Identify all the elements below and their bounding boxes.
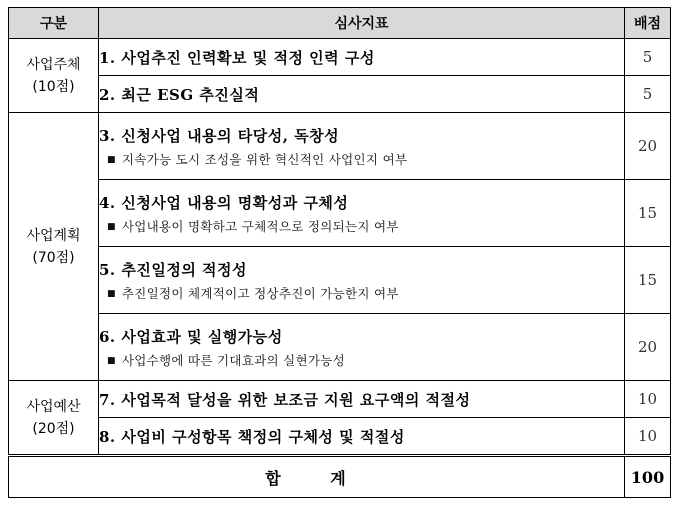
item-score: 5: [625, 76, 671, 113]
header-score: 배점: [625, 8, 671, 39]
item-title: 3. 신청사업 내용의 타당성, 독창성: [99, 126, 340, 145]
total-score: 100: [625, 456, 671, 498]
header-category: 구분: [9, 8, 99, 39]
group-name: 사업계획: [26, 227, 81, 244]
table-row: [9, 113, 671, 180]
item-score: 15: [625, 247, 671, 314]
bullet-icon: ■: [107, 355, 116, 366]
item-title: 8. 사업비 구성항목 책정의 구체성 및 적절성: [99, 427, 405, 446]
item-description: [99, 217, 624, 235]
group-name: 사업예산: [26, 398, 81, 415]
item-title: 2. 최근 ESG 추진실적: [99, 85, 260, 104]
group-points: (20점): [32, 420, 75, 437]
item-description: [99, 351, 624, 369]
table-row: [9, 180, 671, 247]
bullet-icon: ■: [107, 154, 116, 165]
item-score: 10: [625, 418, 671, 456]
item-cell: [99, 247, 625, 314]
item-cell: [99, 180, 625, 247]
group-cell: [9, 39, 99, 113]
item-score: 20: [625, 113, 671, 180]
item-score: 15: [625, 180, 671, 247]
item-title: 6. 사업효과 및 실행가능성: [99, 327, 283, 346]
table-row: [9, 381, 671, 418]
item-description-text: 사업내용이 명확하고 구체적으로 정의되는지 여부: [121, 218, 399, 234]
group-points: (70점): [32, 249, 75, 266]
item-description-text: 지속가능 도시 조성을 위한 혁신적인 사업인지 여부: [121, 151, 408, 167]
item-description-text: 사업수행에 따른 기대효과의 실현가능성: [121, 352, 346, 368]
item-title: 4. 신청사업 내용의 명확성과 구체성: [99, 193, 349, 212]
header-row: [9, 8, 671, 39]
item-score: 10: [625, 381, 671, 418]
item-score: 5: [625, 39, 671, 76]
group-points: (10점): [32, 78, 75, 95]
item-cell: [99, 76, 625, 113]
item-cell: [99, 39, 625, 76]
item-score: 20: [625, 314, 671, 381]
evaluation-criteria-table: [8, 7, 671, 498]
bullet-icon: ■: [107, 288, 116, 299]
table-row: [9, 314, 671, 381]
item-title: 7. 사업목적 달성을 위한 보조금 지원 요구액의 적절성: [99, 390, 471, 409]
bullet-icon: ■: [107, 221, 116, 232]
total-label: 합 계: [9, 456, 625, 498]
item-description: [99, 284, 624, 302]
table-row: [9, 39, 671, 76]
item-cell: [99, 418, 625, 456]
item-cell: [99, 381, 625, 418]
item-description-text: 추진일정이 체계적이고 정상추진이 가능한지 여부: [121, 285, 399, 301]
item-cell: [99, 314, 625, 381]
item-description: [99, 150, 624, 168]
table-row: [9, 418, 671, 456]
table-row: [9, 247, 671, 314]
group-cell: [9, 113, 99, 381]
table-row: [9, 76, 671, 113]
group-name: 사업주체: [26, 56, 81, 73]
header-criteria: 심사지표: [99, 8, 625, 39]
item-cell: [99, 113, 625, 180]
group-cell: [9, 381, 99, 456]
total-row: [9, 456, 671, 498]
item-title: 5. 추진일정의 적정성: [99, 260, 248, 279]
item-title: 1. 사업추진 인력확보 및 적정 인력 구성: [99, 48, 375, 67]
